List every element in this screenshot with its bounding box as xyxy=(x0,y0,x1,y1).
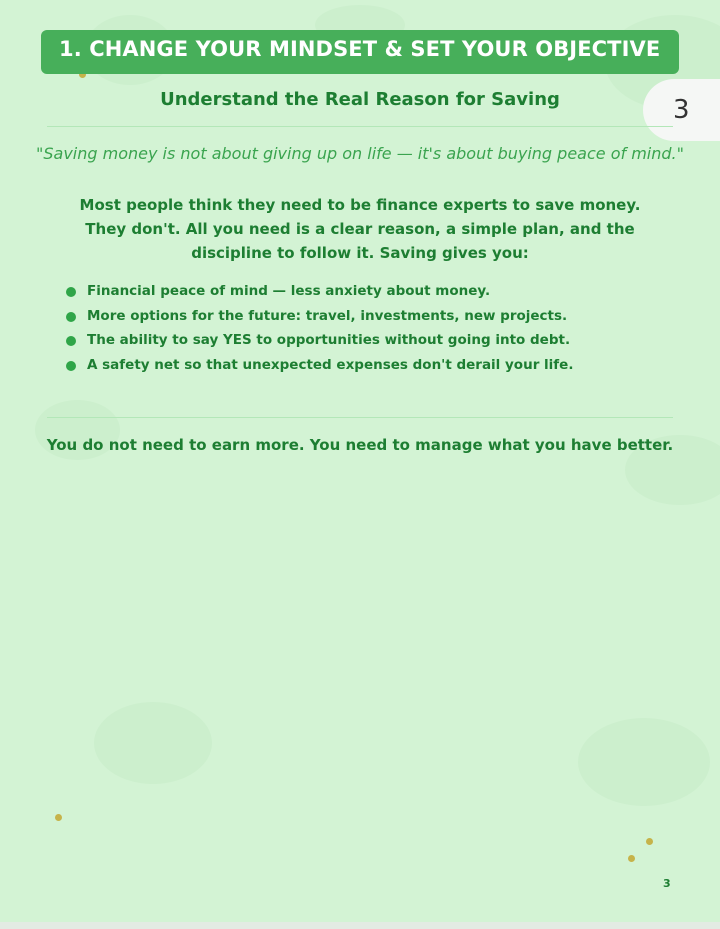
closing-statement: You do not need to earn more. You need to manage what you have better. xyxy=(46,436,674,454)
section-subtitle: Understand the Real Reason for Saving xyxy=(160,89,560,110)
bullet-icon xyxy=(66,336,76,346)
list-item-text: The ability to say YES to opportunities without going into debt. xyxy=(87,332,571,348)
list-item xyxy=(66,357,573,382)
accent-dot xyxy=(646,838,653,845)
list-item-text: Financial peace of mind — less anxiety about money. xyxy=(87,283,491,299)
list-item xyxy=(66,332,573,357)
divider xyxy=(47,126,673,127)
list-item xyxy=(66,308,573,333)
bullet-icon xyxy=(66,361,76,371)
bullet-icon xyxy=(66,287,76,297)
list-item-text: More options for the future: travel, investments, new projects. xyxy=(87,307,568,324)
section-header: 1. CHANGE YOUR MINDSET & SET YOUR OBJECTIVE xyxy=(41,30,679,74)
divider xyxy=(47,417,673,418)
bullet-icon xyxy=(66,312,76,322)
intro-paragraph: Most people think they need to be finance experts to save money. They don't. All you need is a clear reason, a simple plan, and the discipline to follow it. Saving gives you: xyxy=(79,196,641,262)
page-tab: 3 xyxy=(643,79,720,141)
list-item-text: A safety net so that unexpected expenses don't derail your life. xyxy=(87,356,574,373)
list-item xyxy=(66,283,573,308)
page-bottom-edge xyxy=(0,922,720,929)
background-blob xyxy=(578,718,710,806)
background-blob xyxy=(94,702,212,784)
benefits-list xyxy=(66,283,573,381)
accent-dot xyxy=(55,814,62,821)
accent-dot xyxy=(628,855,635,862)
page-number: 3 xyxy=(663,877,671,890)
quote: "Saving money is not about giving up on life — it's about buying peace of mind." xyxy=(36,144,684,163)
